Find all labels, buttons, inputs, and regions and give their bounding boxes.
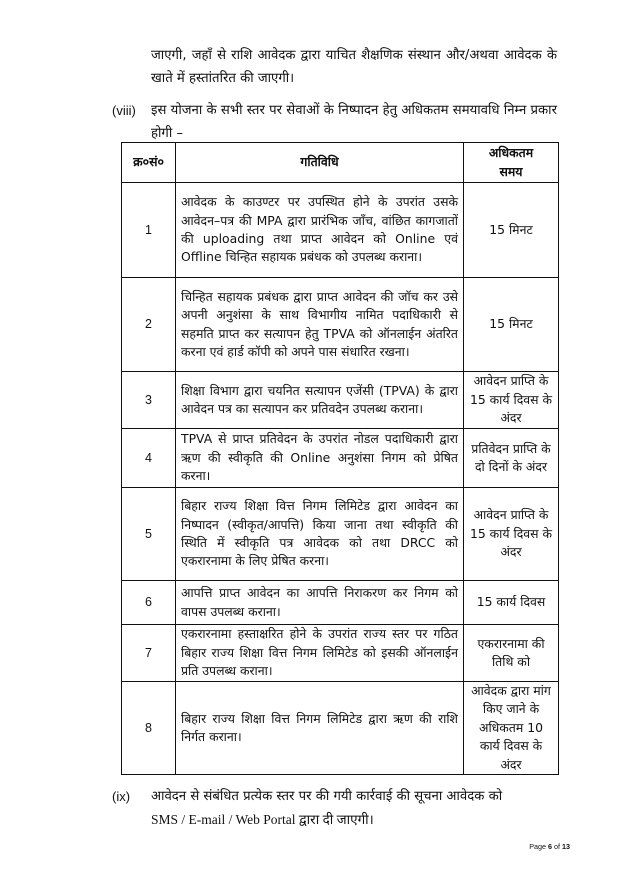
row-activity: बिहार राज्य शिक्षा वित्त निगम लिमिटेड द्वारा ऋण की राशि निर्गत कराना। bbox=[176, 682, 464, 775]
intro-paragraph: जाएगी, जहाँ से राशि आवेदक द्वारा याचित शैक्षणिक संस्थान और/अथवा आवेदक के खाते में हस्तांतरित की जाएगी। bbox=[151, 48, 557, 86]
row-serial: 1 bbox=[122, 183, 176, 278]
row-serial: 2 bbox=[122, 278, 176, 372]
row-max-time: एकरारनामा की तिथि को bbox=[464, 625, 559, 682]
table-header-row bbox=[122, 143, 559, 183]
total-pages: 13 bbox=[562, 842, 570, 851]
row-max-time: आवेदन प्राप्ति के 15 कार्य दिवस के अंदर bbox=[464, 488, 559, 581]
row-activity: TPVA से प्राप्त प्रतिवेदन के उपरांत नोडल पदाधिकारी द्वारा ऋण की स्वीकृति की Online अनुशंसा निगम को प्रेषित करना। bbox=[176, 429, 464, 488]
row-serial: 8 bbox=[122, 682, 176, 775]
table-row bbox=[122, 372, 559, 429]
of-word: of bbox=[554, 842, 560, 851]
clause-ix-label: (ix) bbox=[112, 789, 131, 804]
row-serial: 5 bbox=[122, 488, 176, 581]
row-max-time: आवेदन प्राप्ति के 15 कार्य दिवस के अंदर bbox=[464, 372, 559, 429]
table-row bbox=[122, 429, 559, 488]
table-row bbox=[122, 682, 559, 775]
table-row bbox=[122, 278, 559, 372]
page-word: Page bbox=[529, 842, 546, 851]
header-max-time: अधिकतम समय bbox=[464, 143, 559, 183]
row-max-time: 15 कार्य दिवस bbox=[464, 581, 559, 625]
row-serial: 7 bbox=[122, 625, 176, 682]
row-activity: आवेदक के काउण्टर पर उपस्थित होने के उपरांत उसके आवेदन–पत्र की MPA द्वारा प्रारंभिक जाँच, वांछित कागजातों की uploading तथा प्राप्त आवेदन को Online एवं Offline चिन्हित सहायक प्रबंधक को उपलब्ध कराना। bbox=[176, 183, 464, 278]
table-row bbox=[122, 183, 559, 278]
current-page: 6 bbox=[548, 842, 552, 851]
row-activity: बिहार राज्य शिक्षा वित्त निगम लिमिटेड द्वारा आवेदन का निष्पादन (स्वीकृत/आपत्ति) किया जाना तथा स्वीकृति की स्थिति में स्वीकृति पत्र आवेदक को तथा DRCC को एकरारनामा के लिए प्रेषित करना। bbox=[176, 488, 464, 581]
row-max-time: 15 मिनट bbox=[464, 278, 559, 372]
clause-viii-label: (viii) bbox=[112, 103, 136, 118]
clause-viii-text: इस योजना के सभी स्तर पर सेवाओं के निष्पादन हेतु अधिकतम समयावधि निम्न प्रकार होगी – bbox=[151, 103, 557, 141]
row-serial: 3 bbox=[122, 372, 176, 429]
clause-ix-line2: SMS / E-mail / Web Portal द्वारा दी जाएगी। bbox=[151, 812, 374, 827]
table-row bbox=[122, 625, 559, 682]
table-row bbox=[122, 581, 559, 625]
row-activity: चिन्हित सहायक प्रबंधक द्वारा प्राप्त आवेदन की जॉच कर उसे अपनी अनुशंसा के साथ विभागीय नामित पदाधिकारी से सहमति प्राप्त कर सत्यापन हेतु TPVA को ऑनलाईन अंतरित करना एवं हार्ड कॉपी को अपने पास संधारित रखना। bbox=[176, 278, 464, 372]
row-serial: 6 bbox=[122, 581, 176, 625]
row-activity: आपत्ति प्राप्त आवेदन का आपत्ति निराकरण कर निगम को वापस उपलब्ध कराना। bbox=[176, 581, 464, 625]
row-max-time: आवेदक द्वारा मांग किए जाने के अधिकतम 10 कार्य दिवस के अंदर bbox=[464, 682, 559, 775]
row-activity: शिक्षा विभाग द्वारा चयनित सत्यापन एजेंसी (TPVA) के द्वारा आवेदन पत्र का सत्यापन कर प्रतिवदेन उपलब्ध कराना। bbox=[176, 372, 464, 429]
clause-ix-line1: आवेदन से संबंधित प्रत्येक स्तर पर की गयी कार्रवाई की सूचना आवेदक को bbox=[151, 789, 503, 804]
header-activity: गतिविधि bbox=[176, 143, 464, 183]
header-serial: क्र०सं० bbox=[122, 143, 176, 183]
row-serial: 4 bbox=[122, 429, 176, 488]
row-max-time: 15 मिनट bbox=[464, 183, 559, 278]
row-max-time: प्रतिवेदन प्राप्ति के दो दिनों के अंदर bbox=[464, 429, 559, 488]
row-activity: एकरारनामा हस्ताक्षरित होने के उपरांत राज्य स्तर पर गठित बिहार राज्य शिक्षा वित्त निगम लिमिटेड को इसकी ऑनलाईन प्रति उपलब्ध कराना। bbox=[176, 625, 464, 682]
table-row bbox=[122, 488, 559, 581]
timeline-table bbox=[121, 142, 559, 775]
page-footer bbox=[520, 842, 570, 851]
